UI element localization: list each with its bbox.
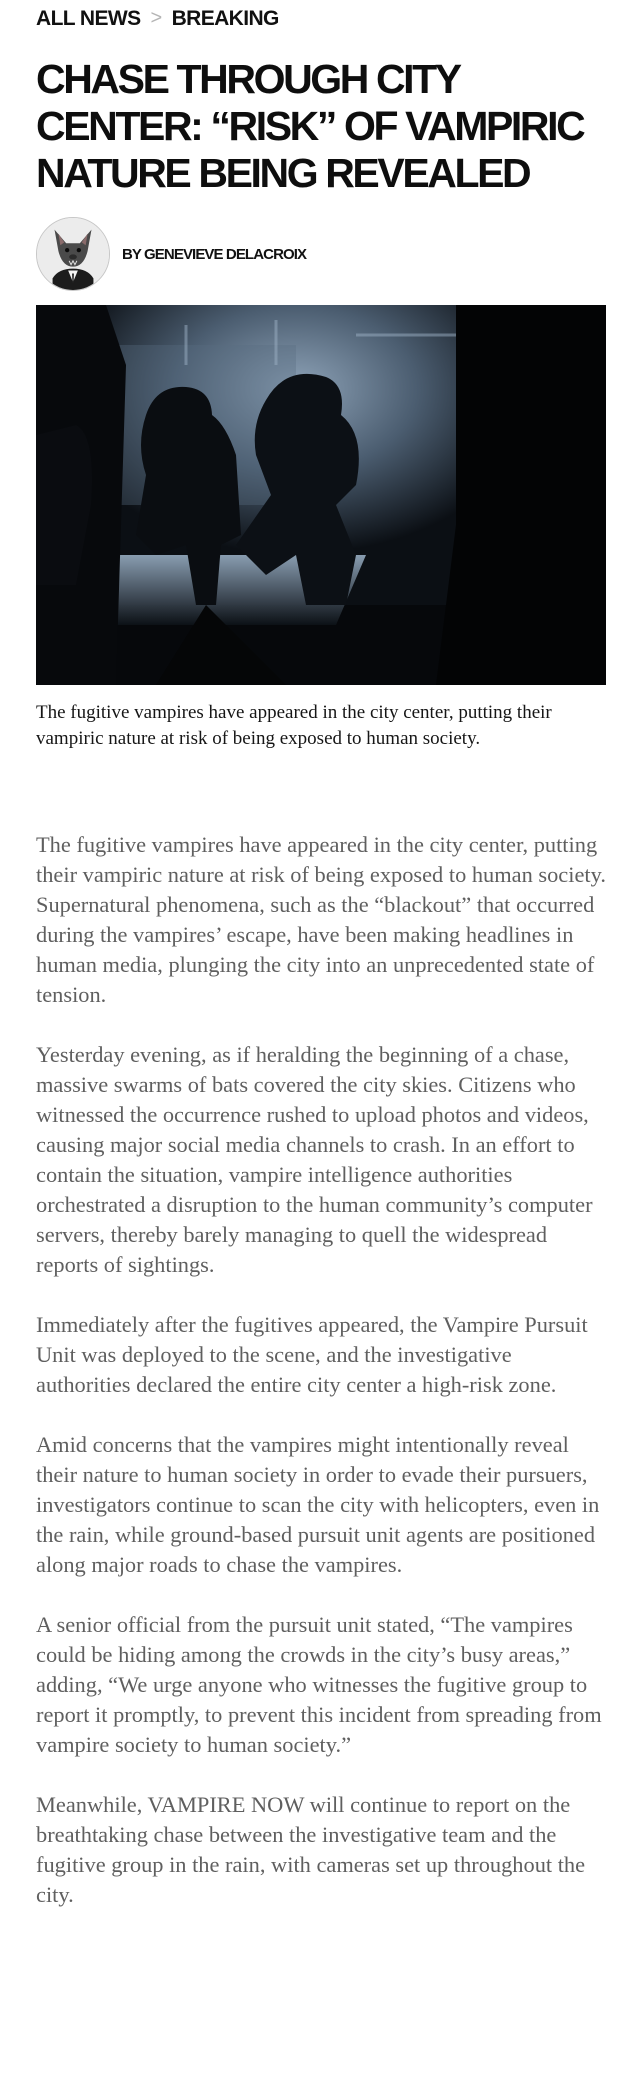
breadcrumb-all-news-link[interactable]: ALL NEWS bbox=[36, 7, 141, 30]
chase-scene-image bbox=[36, 305, 606, 685]
chevron-right-icon: > bbox=[150, 6, 162, 29]
bat-avatar-icon bbox=[37, 217, 109, 291]
article-paragraph: The fugitive vampires have appeared in the city center, putting their vampiric nature at risk of being exposed to human society. Supernatural phenomena, such as the “blackout” that occurred during the vampires’ escape, have been making headlines in human media, plunging the city into an unprecedented state of tension. bbox=[36, 832, 606, 1007]
byline bbox=[36, 216, 306, 292]
article-paragraph: Meanwhile, VAMPIRE NOW will continue to report on the breathtaking chase between the investigative team and the fugitive group in the rain, with cameras set up throughout the city. bbox=[36, 1792, 586, 1907]
article-paragraph: Immediately after the fugitives appeared, the Vampire Pursuit Unit was deployed to the scene, and the investigative authorities declared the entire city center a high-risk zone. bbox=[36, 1312, 588, 1397]
author-name[interactable]: BY GENEVIEVE DELACROIX bbox=[122, 245, 307, 263]
breadcrumb bbox=[36, 6, 279, 32]
article-headline: CHASE THROUGH CITY CENTER: “RISK” OF VAMPIRIC NATURE BEING REVEALED bbox=[36, 56, 584, 196]
image-caption: The fugitive vampires have appeared in the city center, putting their vampiric nature at risk of being exposed to human society. bbox=[36, 702, 552, 749]
article-body bbox=[36, 830, 610, 1940]
article-paragraph: Amid concerns that the vampires might intentionally reveal their nature to human society in order to evade their pursuers, investigators continue to scan the city with helicopters, even in the rain, while ground-based pursuit unit agents are positioned along major roads to chase the vampires. bbox=[36, 1432, 600, 1577]
article-paragraph: A senior official from the pursuit unit stated, “The vampires could be hiding among the crowds in the city’s busy areas,” adding, “We urge anyone who witnesses the fugitive group to report it promptly, to prevent this incident from spreading from vampire society to human society.” bbox=[36, 1612, 602, 1757]
breadcrumb-breaking-link[interactable]: BREAKING bbox=[171, 7, 279, 30]
article-paragraph: Yesterday evening, as if heralding the beginning of a chase, massive swarms of bats covered the city skies. Citizens who witnessed the occurrence rushed to upload photos and videos, causing major social media channels to crash. In an effort to contain the situation, vampire intelligence authorities orchestrated a disruption to the human community’s computer servers, thereby barely managing to quell the widespread reports of sightings. bbox=[36, 1042, 593, 1277]
author-avatar[interactable] bbox=[36, 217, 110, 291]
article-photo bbox=[36, 305, 606, 685]
